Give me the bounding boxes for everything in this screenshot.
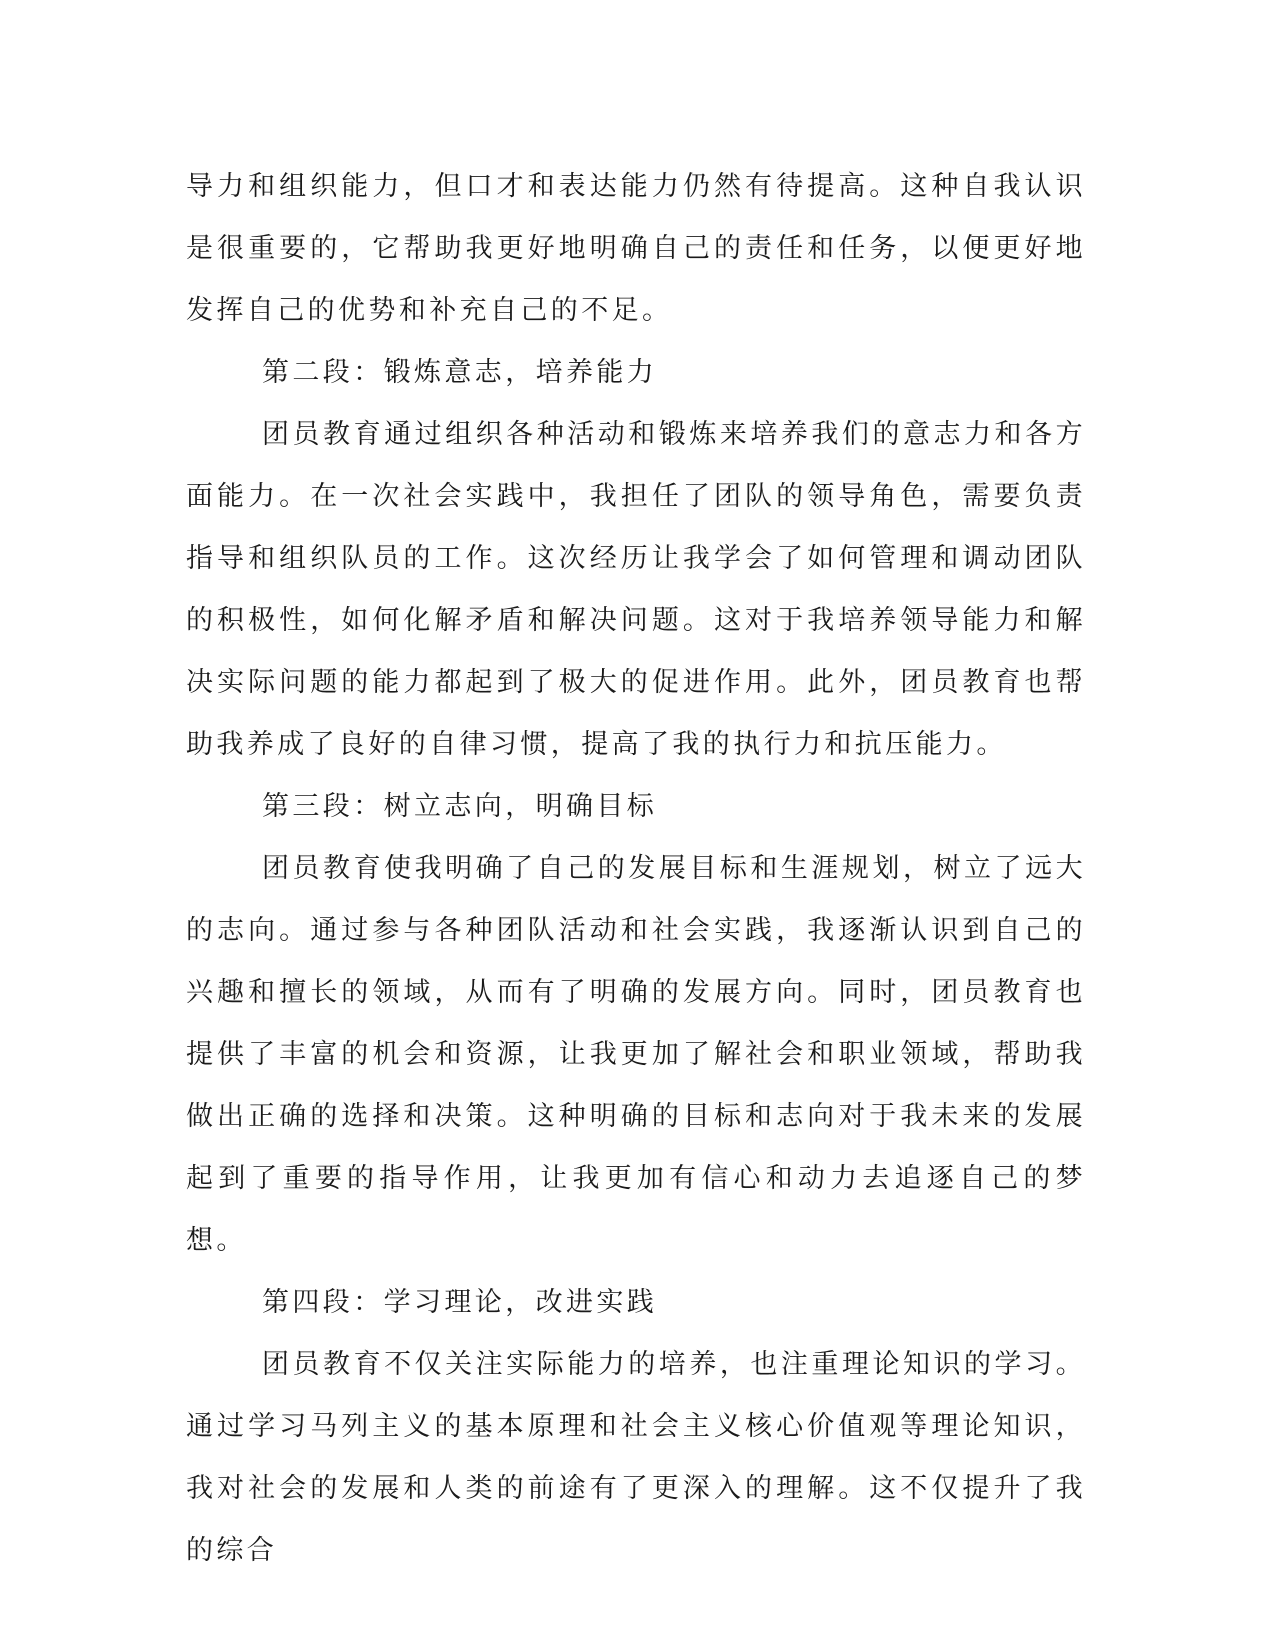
paragraph-section-2: 团员教育通过组织各种活动和锻炼来培养我们的意志力和各方面能力。在一次社会实践中，我担任了团队的领导角色，需要负责指导和组织队员的工作。这次经历让我学会了如何管理和调动团队的积极性，如何化解矛盾和解决问题。这对于我培养领导能力和解决实际问题的能力都起到了极大的促进作用。此外，团员教育也帮助我养成了良好的自律习惯，提高了我的执行力和抗压能力。: [186, 419, 1086, 760]
paragraph-continued: 导力和组织能力，但口才和表达能力仍然有待提高。这种自我认识是很重要的，它帮助我更好地明确自己的责任和任务，以便更好地发挥自己的优势和补充自己的不足。: [186, 171, 1086, 326]
section-heading-3: 第三段：树立志向，明确目标: [262, 791, 658, 822]
paragraph-section-3: 团员教育使我明确了自己的发展目标和生涯规划，树立了远大的志向。通过参与各种团队活动和社会实践，我逐渐认识到自己的兴趣和擅长的领域，从而有了明确的发展方向。同时，团员教育也提供了丰富的机会和资源，让我更加了解社会和职业领域，帮助我做出正确的选择和决策。这种明确的目标和志向对于我未来的发展起到了重要的指导作用，让我更加有信心和动力去追逐自己的梦想。: [186, 853, 1086, 1256]
document-body: [186, 156, 1086, 1582]
section-heading-2: 第二段：锻炼意志，培养能力: [262, 357, 658, 388]
paragraph-section-4: 团员教育不仅关注实际能力的培养，也注重理论知识的学习。通过学习马列主义的基本原理和社会主义核心价值观等理论知识，我对社会的发展和人类的前途有了更深入的理解。这不仅提升了我的综合: [186, 1349, 1086, 1566]
section-heading-4: 第四段：学习理论，改进实践: [262, 1287, 658, 1318]
